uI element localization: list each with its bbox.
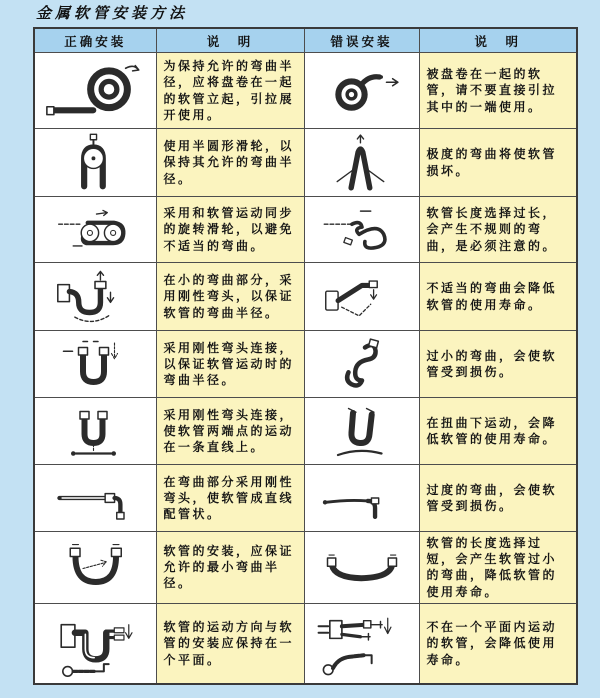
- min-radius-u-icon: [35, 537, 156, 597]
- rigid-elbow-s-icon: [35, 266, 156, 328]
- overbend-icon: [305, 469, 419, 527]
- table-row: [34, 263, 577, 331]
- correct-install-figure: [34, 53, 156, 129]
- wrong-install-description-text: 在扭曲下运动，会降低软管的使用寿命。: [426, 415, 558, 446]
- wrong-install-description-text: 软管的长度选择过短，会产生软管过小的弯曲，降低软管的使用寿命。: [426, 536, 558, 599]
- table-row: [34, 398, 577, 465]
- table-body: [34, 53, 577, 685]
- correct-install-description: [156, 603, 304, 684]
- wrong-install-figure: [304, 603, 419, 684]
- wrong-install-figure: [304, 398, 419, 465]
- correct-install-figure: [34, 263, 156, 331]
- straight-elbow-icon: [35, 469, 156, 527]
- correct-install-figure: [34, 331, 156, 398]
- correct-install-figure: [34, 603, 156, 684]
- header-correct-install: 正确安装: [34, 28, 156, 53]
- page-title: 金属软管安装方法: [36, 4, 189, 22]
- coil-pulled-icon: [305, 56, 419, 126]
- coil-standing-icon: [35, 56, 156, 126]
- wrong-install-description-text: 不在一个平面内运动的软管，会降低使用寿命。: [426, 620, 558, 667]
- table-row: [34, 603, 577, 684]
- extreme-bend-icon: [305, 132, 419, 194]
- sync-pulleys-icon: [35, 201, 156, 259]
- correct-install-description-text: 采用刚性弯头连接，以保证软管运动时的弯曲半径。: [163, 340, 295, 388]
- wrong-install-description: [419, 197, 577, 263]
- table-row: [34, 53, 577, 129]
- correct-install-description-text: 为保持允许的弯曲半径，应将盘卷在一起的软管立起，引拉展开使用。: [163, 59, 295, 122]
- correct-install-description-text: 采用和软管运动同步的旋转滑轮，以避免不适当的弯曲。: [163, 206, 295, 253]
- pulley-u-icon: [35, 132, 156, 194]
- correct-install-description-text: 软管的运动方向与软管的安装应保持在一个平面。: [163, 620, 295, 667]
- correct-install-description: [156, 53, 304, 129]
- wrong-install-description-text: 不适当的弯曲会降低软管的使用寿命。: [426, 281, 558, 312]
- table-row: [34, 532, 577, 604]
- wrong-install-figure: [304, 263, 419, 331]
- correct-install-description-text: 在小的弯曲部分，采用刚性弯头，以保证软管的弯曲半径。: [163, 273, 295, 320]
- table-row: [34, 197, 577, 263]
- correct-install-figure: [34, 129, 156, 197]
- wrong-install-description: [419, 398, 577, 465]
- correct-install-description-text: 使用半圆形滑轮，以保持其允许的弯曲半径。: [163, 139, 295, 186]
- u-inline-icon: [35, 401, 156, 461]
- wrong-install-figure: [304, 53, 419, 129]
- tight-curl-icon: [305, 334, 419, 394]
- table-row: [34, 129, 577, 197]
- correct-install-figure: [34, 465, 156, 532]
- wrong-install-figure: [304, 532, 419, 604]
- correct-install-figure: [34, 197, 156, 263]
- wrong-install-description: [419, 331, 577, 398]
- wrong-install-description-text: 过小的弯曲，会使软管受到损伤。: [426, 348, 558, 379]
- correct-install-description: [156, 129, 304, 197]
- wrong-install-description: [419, 603, 577, 684]
- correct-install-description-text: 在弯曲部分采用刚性弯头，使软管成直线配管状。: [163, 474, 295, 522]
- correct-install-description: [156, 197, 304, 263]
- wrong-install-description-text: 极度的弯曲将使软管损坏。: [426, 147, 558, 178]
- wrong-install-figure: [304, 129, 419, 197]
- correct-install-description: [156, 465, 304, 532]
- u-elbows-icon: [35, 334, 156, 394]
- wrong-install-description: [419, 129, 577, 197]
- wrong-install-figure: [304, 465, 419, 532]
- wrong-install-description: [419, 263, 577, 331]
- correct-install-description: [156, 398, 304, 465]
- table-row: [34, 465, 577, 532]
- wrong-install-description-text: 过度的弯曲，会使软管受到损伤。: [426, 482, 558, 513]
- table-header: [34, 28, 577, 53]
- correct-install-figure: [34, 532, 156, 604]
- wrong-install-description-text: 软管长度选择过长，会产生不规则的弯曲，是必须注意的。: [426, 206, 558, 253]
- wrong-install-description-text: 被盘卷在一起的软管，请不要直接引拉其中的一端使用。: [426, 67, 558, 114]
- correct-install-description: [156, 263, 304, 331]
- correct-install-description: [156, 331, 304, 398]
- improper-bend-icon: [305, 268, 419, 326]
- planar-trap-icon: [35, 607, 156, 681]
- correct-install-description-text: 软管的安装，应保证允许的最小弯曲半径。: [163, 544, 295, 591]
- non-planar-icon: [305, 607, 419, 681]
- wrong-install-description: [419, 465, 577, 532]
- correct-install-figure: [34, 398, 156, 465]
- twisted-u-icon: [305, 401, 419, 461]
- table-row: [34, 331, 577, 398]
- wrong-install-description: [419, 53, 577, 129]
- correct-install-description-text: 采用刚性弯头连接，使软管两端点的运动在一条直线上。: [163, 407, 295, 455]
- irregular-long-icon: [305, 201, 419, 259]
- header-wrong-install: 错误安装: [304, 28, 419, 53]
- wrong-install-figure: [304, 197, 419, 263]
- correct-install-description: [156, 532, 304, 604]
- header-correct-description: 说 明: [156, 28, 304, 53]
- wrong-install-description: [419, 532, 577, 604]
- short-u-icon: [305, 537, 419, 597]
- installation-table: [33, 27, 578, 685]
- wrong-install-figure: [304, 331, 419, 398]
- header-wrong-description: 说 明: [419, 28, 577, 53]
